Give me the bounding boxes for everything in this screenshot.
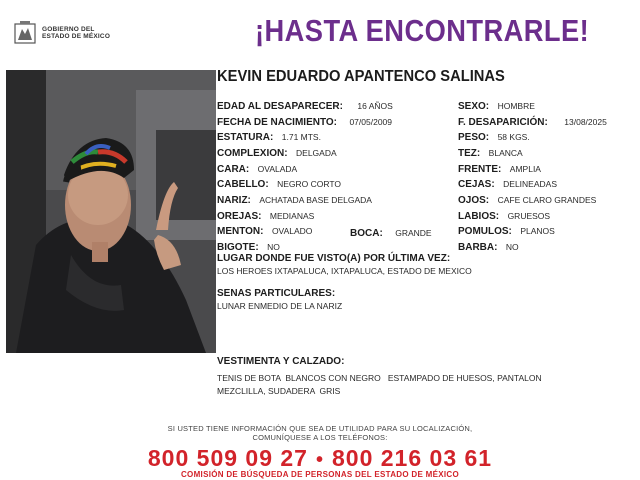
pomulos-value: PLANOS <box>520 226 555 236</box>
lugar-value: LOS HEROES IXTAPALUCA, IXTAPALUCA, ESTADO DE MEXICO <box>217 266 472 276</box>
complexion-value: DELGADA <box>296 148 337 158</box>
orejas-label: OREJAS: <box>217 211 262 222</box>
cara-label: CARA: <box>217 164 250 175</box>
info-notice-line2: COMUNÍQUESE A LOS TELÉFONOS: <box>252 433 388 442</box>
sexo-value: HOMBRE <box>497 101 535 111</box>
senas-value: LUNAR ENMEDIO DE LA NARIZ <box>217 301 343 311</box>
cejas-value: DELINEADAS <box>503 179 557 189</box>
nariz-value: ACHATADA BASE DELGADA <box>259 195 372 205</box>
fnac-label: FECHA DE NACIMIENTO: <box>217 117 337 128</box>
sexo-label: SEXO: <box>458 101 490 112</box>
ojos-value: CAFE CLARO GRANDES <box>497 195 597 205</box>
comision-name: COMISIÓN DE BÚSQUEDA DE PERSONAS DEL ESTADO DE MÉXICO <box>180 470 459 479</box>
cara-value: OVALADA <box>257 164 298 174</box>
phone-number-1[interactable]: 800 509 09 27 <box>147 445 308 471</box>
frente-label: FRENTE: <box>458 164 502 175</box>
boca-value: GRANDE <box>395 228 432 238</box>
bigote-value: NO <box>267 242 280 252</box>
vestimenta-line1: TENIS DE BOTA BLANCOS CON NEGRO ESTAMPADO DE HUESOS, PANTALON <box>217 373 542 383</box>
person-name: KEVIN EDUARDO APANTENCO SALINAS <box>217 68 505 85</box>
edad-value: 16 AÑOS <box>357 101 393 111</box>
labios-label: LABIOS: <box>458 211 500 222</box>
barba-value: NO <box>505 242 519 252</box>
boca-label: BOCA: <box>350 228 383 239</box>
missing-person-photo <box>6 70 216 353</box>
field-barba <box>458 237 519 255</box>
cabello-label: CABELLO: <box>217 179 269 190</box>
coat-of-arms-icon <box>12 20 38 46</box>
separator-dot-icon: • <box>315 449 324 471</box>
edad-label: EDAD AL DESAPARECER: <box>217 101 343 112</box>
peso-label: PESO: <box>458 132 490 143</box>
tez-label: TEZ: <box>458 148 481 159</box>
orejas-value: MEDIANAS <box>269 211 315 221</box>
fdes-value: 13/08/2025 <box>564 117 607 127</box>
tez-value: BLANCA <box>488 148 523 158</box>
field-boca <box>350 223 432 241</box>
cejas-label: CEJAS: <box>458 179 495 190</box>
menton-value: OVALADO <box>271 226 313 236</box>
phone-numbers <box>0 445 640 472</box>
barba-label: BARBA: <box>458 242 498 253</box>
logo-text-line2: ESTADO DE MÉXICO <box>42 33 111 40</box>
bigote-label: BIGOTE: <box>217 242 259 253</box>
senas-label: SENAS PARTICULARES: <box>217 288 336 299</box>
info-notice-line1: SI USTED TIENE INFORMACIÓN QUE SEA DE UTILIDAD PARA SU LOCALIZACIÓN, <box>167 424 473 433</box>
frente-value: AMPLIA <box>509 164 541 174</box>
vestimenta-label: VESTIMENTA Y CALZADO: <box>217 356 345 367</box>
gobierno-logo <box>12 20 122 46</box>
fdes-label: F. DESAPARICIÓN: <box>458 117 548 128</box>
estatura-value: 1.71 MTS. <box>281 132 321 142</box>
phone-number-2[interactable]: 800 216 03 61 <box>332 445 493 471</box>
cabello-value: NEGRO CORTO <box>277 179 342 189</box>
nariz-label: NARIZ: <box>217 195 251 206</box>
poster-title: ¡HASTA ENCONTRARLE! <box>255 13 590 48</box>
portrait-image <box>6 70 216 353</box>
logo-text-line1: GOBIERNO DEL <box>42 26 95 33</box>
vestimenta-line2: MEZCLILLA, SUDADERA GRIS <box>217 386 341 396</box>
ojos-label: OJOS: <box>458 195 490 206</box>
pomulos-label: POMULOS: <box>458 226 512 237</box>
menton-label: MENTON: <box>217 226 264 237</box>
peso-value: 58 KGS. <box>497 132 530 142</box>
labios-value: GRUESOS <box>507 211 551 221</box>
estatura-label: ESTATURA: <box>217 132 274 143</box>
fnac-value: 07/05/2009 <box>349 117 392 127</box>
lugar-label: LUGAR DONDE FUE VISTO(A) POR ÚLTIMA VEZ: <box>217 253 451 264</box>
complexion-label: COMPLEXION: <box>217 148 288 159</box>
